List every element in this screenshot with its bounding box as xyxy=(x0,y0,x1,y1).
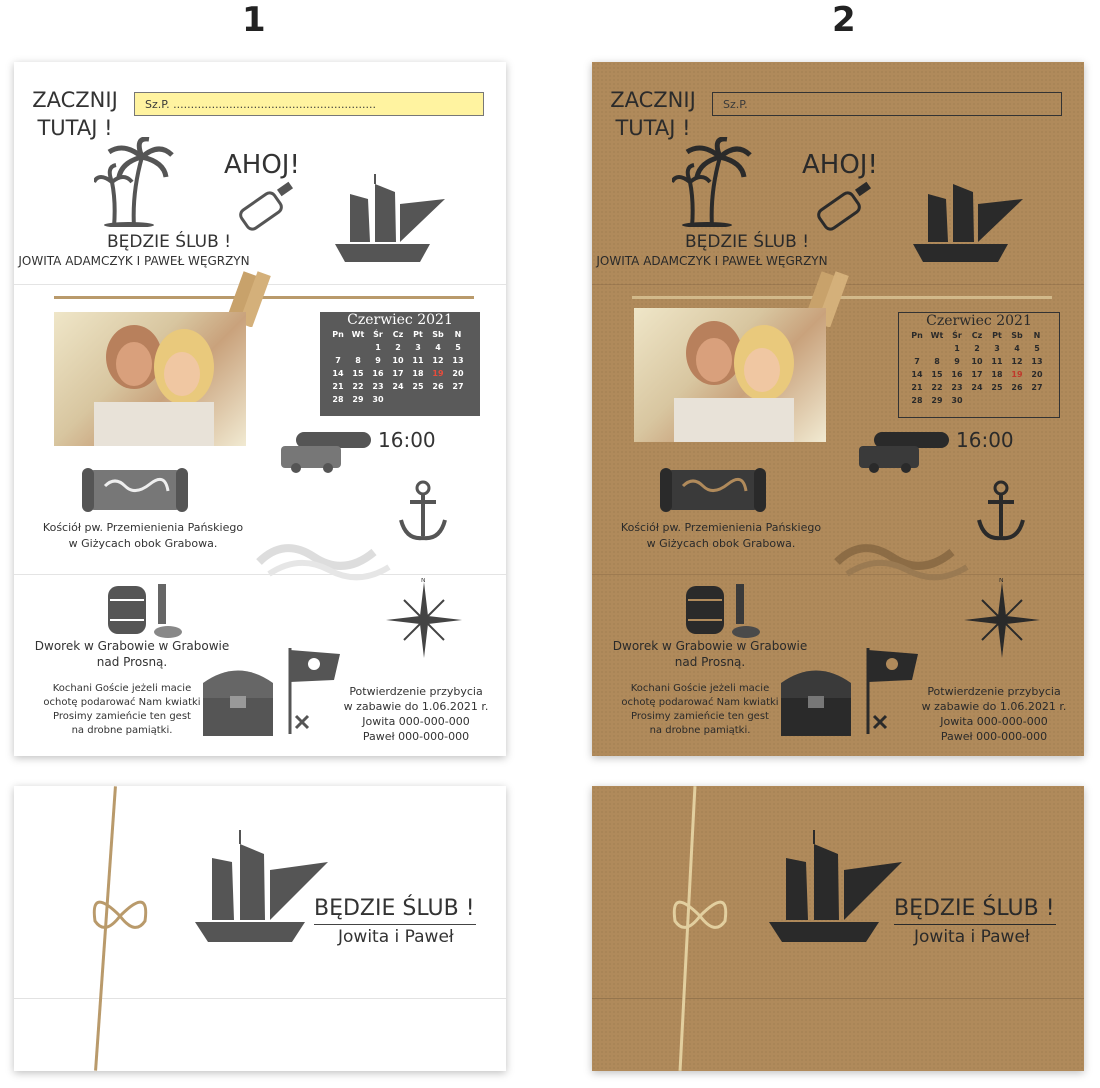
calendar-day: 27 xyxy=(452,382,464,391)
calendar-june xyxy=(320,312,480,416)
envelope-title: BĘDZIE ŚLUB ! xyxy=(894,896,1055,921)
venue-line: Dworek w Grabowie w Grabowie xyxy=(612,639,808,653)
gifts-line: ochotę podarować Nam kwiatki xyxy=(43,697,201,708)
rsvp-line: Potwierdzenie przybycia xyxy=(349,685,483,698)
calendar-month: Czerwiec 2021 xyxy=(347,312,453,328)
gifts-note xyxy=(610,682,790,738)
rsvp-line: Paweł 000-000-000 xyxy=(940,730,1048,743)
calendar-day: 15 xyxy=(352,369,364,378)
calendar-june xyxy=(898,312,1060,418)
calendar-day-header: Pn xyxy=(911,331,923,340)
waves-icon xyxy=(832,532,972,582)
anchor-icon xyxy=(974,480,1028,544)
calendar-day: 20 xyxy=(452,369,464,378)
calendar-day: 8 xyxy=(355,356,361,365)
calendar-day: 2 xyxy=(395,343,401,352)
gifts-line: ochotę podarować Nam kwiatki xyxy=(621,697,779,708)
calendar-day: 8 xyxy=(934,357,940,366)
calendar-day: 17 xyxy=(971,370,983,379)
calendar-day: 17 xyxy=(392,369,404,378)
calendar-day: 28 xyxy=(911,396,923,405)
calendar-day: 3 xyxy=(415,343,421,352)
compass-n: N xyxy=(999,578,1004,584)
ship-icon xyxy=(330,174,450,269)
invitation-card-white xyxy=(14,62,506,756)
calendar-day: 4 xyxy=(435,343,441,352)
calendar-day: 27 xyxy=(1031,383,1043,392)
recipient-banner-text: Sz.P. .......................................................... xyxy=(145,98,376,111)
ship-icon xyxy=(908,174,1028,269)
calendar-day-highlight: 19 xyxy=(432,369,444,378)
cannon-icon xyxy=(276,424,376,474)
gifts-line: na drobne pamiątki. xyxy=(71,725,173,736)
divider-line xyxy=(894,924,1056,925)
church-address xyxy=(596,520,846,552)
divider-line xyxy=(314,924,476,925)
calendar-day: 26 xyxy=(432,382,444,391)
calendar-day: 23 xyxy=(372,382,384,391)
calendar-day: 15 xyxy=(931,370,943,379)
calendar-day: 18 xyxy=(991,370,1003,379)
anchor-icon xyxy=(396,480,450,544)
rsvp-line: Paweł 000-000-000 xyxy=(362,730,470,743)
calendar-day-highlight: 19 xyxy=(1011,370,1023,379)
calendar-day: 24 xyxy=(392,382,404,391)
waves-icon xyxy=(254,532,394,582)
calendar-day: 14 xyxy=(911,370,923,379)
gifts-line: Kochani Goście jeżeli macie xyxy=(630,683,770,694)
calendar-day: 1 xyxy=(954,344,960,353)
rsvp-line: Jowita 000-000-000 xyxy=(362,715,470,728)
calendar-day: 11 xyxy=(991,357,1003,366)
calendar-day: 23 xyxy=(951,383,963,392)
palm-tree-icon xyxy=(94,137,174,227)
ceremony-time: 16:00 xyxy=(378,428,436,452)
rsvp-line: w zabawie do 1.06.2021 r. xyxy=(921,700,1067,713)
invitation-card-kraft xyxy=(592,62,1084,756)
pirate-flag-icon xyxy=(862,646,922,736)
gifts-line: Prosimy zamieńcie ten gest xyxy=(631,711,769,722)
couple-photo xyxy=(54,312,246,446)
rsvp-line: Jowita 000-000-000 xyxy=(940,715,1048,728)
calendar-day-header: Pn xyxy=(332,330,344,339)
calendar-day: 29 xyxy=(931,396,943,405)
gifts-note xyxy=(32,682,212,738)
calendar-day: 14 xyxy=(332,369,344,378)
calendar-day: 12 xyxy=(432,356,444,365)
compass-rose-icon xyxy=(382,578,466,662)
calendar-day: 24 xyxy=(971,383,983,392)
envelope-flap-line xyxy=(14,998,506,999)
couple-photo xyxy=(634,308,826,442)
envelope-flap-line xyxy=(592,998,1084,999)
rsvp-note xyxy=(336,684,496,744)
calendar-day: 18 xyxy=(412,369,424,378)
palm-tree-icon xyxy=(672,137,752,227)
venue-line: nad Prosną. xyxy=(674,655,746,669)
calendar-day: 5 xyxy=(455,343,461,352)
recipient-banner xyxy=(134,92,484,116)
calendar-day: 22 xyxy=(931,383,943,392)
calendar-day-header: Sb xyxy=(432,330,444,339)
calendar-day-header: Śr xyxy=(952,331,962,340)
wedding-heading: BĘDZIE ŚLUB ! xyxy=(106,232,232,252)
compass-rose-icon xyxy=(960,578,1044,662)
calendar-day: 9 xyxy=(954,357,960,366)
calendar-day: 10 xyxy=(392,356,404,365)
map-icon xyxy=(80,466,190,514)
calendar-day: 3 xyxy=(994,344,1000,353)
calendar-day-header: N xyxy=(454,330,462,339)
calendar-day-header: N xyxy=(1033,331,1041,340)
ahoj-heading: AHOJ! xyxy=(224,150,300,180)
calendar-day: 16 xyxy=(951,370,963,379)
twine-bow-icon xyxy=(80,876,160,946)
venue-line: Dworek w Grabowie w Grabowie xyxy=(34,639,230,653)
calendar-day: 4 xyxy=(1014,344,1020,353)
map-icon xyxy=(658,466,768,514)
calendar-day: 22 xyxy=(352,382,364,391)
ahoj-heading: AHOJ! xyxy=(802,150,878,180)
calendar-day: 5 xyxy=(1034,344,1040,353)
calendar-day-header: Sb xyxy=(1011,331,1023,340)
rsvp-note xyxy=(914,684,1074,744)
calendar-day: 20 xyxy=(1031,370,1043,379)
calendar-day: 26 xyxy=(1011,383,1023,392)
calendar-day: 30 xyxy=(951,396,963,405)
calendar-day: 21 xyxy=(332,382,344,391)
gifts-line: na drobne pamiątki. xyxy=(649,725,751,736)
envelope-title: BĘDZIE ŚLUB ! xyxy=(314,896,475,921)
calendar-month: Czerwiec 2021 xyxy=(926,313,1032,329)
calendar-day: 29 xyxy=(352,395,364,404)
variant-number-1: 1 xyxy=(242,0,266,40)
calendar-day-header: Cz xyxy=(971,331,983,340)
ship-icon xyxy=(190,830,330,950)
chest-icon xyxy=(776,658,856,740)
calendar-day-header: Cz xyxy=(392,330,404,339)
church-line: Kościół pw. Przemienienia Pańskiego xyxy=(620,521,822,534)
calendar-day-header: Wt xyxy=(930,331,944,340)
church-line: w Giżycach obok Grabowa. xyxy=(68,537,218,550)
envelope-names: Jowita i Paweł xyxy=(338,927,454,947)
calendar-day: 9 xyxy=(375,356,381,365)
calendar-day: 13 xyxy=(1031,357,1043,366)
twine-bow-icon xyxy=(660,876,740,946)
wedding-heading: BĘDZIE ŚLUB ! xyxy=(684,232,810,252)
compass-n: N xyxy=(421,578,426,584)
calendar-day: 25 xyxy=(991,383,1003,392)
calendar-day: 12 xyxy=(1011,357,1023,366)
couple-names: JOWITA ADAMCZYK I PAWEŁ WĘGRZYN xyxy=(596,254,828,268)
chest-icon xyxy=(198,658,278,740)
barrel-icon xyxy=(106,582,186,642)
calendar-day: 7 xyxy=(914,357,920,366)
calendar-day: 13 xyxy=(452,356,464,365)
calendar-day: 28 xyxy=(332,395,344,404)
gifts-line: Prosimy zamieńcie ten gest xyxy=(53,711,191,722)
couple-names: JOWITA ADAMCZYK I PAWEŁ WĘGRZYN xyxy=(18,254,250,268)
rsvp-line: w zabawie do 1.06.2021 r. xyxy=(343,700,489,713)
calendar-day: 30 xyxy=(372,395,384,404)
church-address xyxy=(18,520,268,552)
calendar-day: 2 xyxy=(974,344,980,353)
calendar-day: 11 xyxy=(412,356,424,365)
start-here-text: ZACZNIJ TUTAJ ! xyxy=(610,88,696,140)
calendar-grid xyxy=(907,329,1047,407)
bottle-icon xyxy=(814,180,884,240)
cannon-icon xyxy=(854,424,954,474)
calendar-day: 7 xyxy=(335,356,341,365)
bottle-icon xyxy=(236,180,306,240)
calendar-day-header: Wt xyxy=(351,330,365,339)
calendar-grid xyxy=(328,328,468,406)
variant-number-2: 2 xyxy=(832,0,856,40)
rsvp-line: Potwierdzenie przybycia xyxy=(927,685,1061,698)
church-line: w Giżycach obok Grabowa. xyxy=(646,537,796,550)
calendar-day-header: Pt xyxy=(413,330,423,339)
venue-line: nad Prosną. xyxy=(96,655,168,669)
pirate-flag-icon xyxy=(284,646,344,736)
envelope-kraft xyxy=(592,786,1084,1071)
calendar-day: 21 xyxy=(911,383,923,392)
calendar-day-header: Pt xyxy=(992,331,1002,340)
barrel-icon xyxy=(684,582,764,642)
calendar-day-header: Śr xyxy=(373,330,383,339)
calendar-day: 1 xyxy=(375,343,381,352)
calendar-day: 25 xyxy=(412,382,424,391)
envelope-white xyxy=(14,786,506,1071)
envelope-names: Jowita i Paweł xyxy=(914,927,1030,947)
gifts-line: Kochani Goście jeżeli macie xyxy=(52,683,192,694)
recipient-banner-text: Sz.P. xyxy=(723,98,748,111)
ship-icon xyxy=(764,830,904,950)
recipient-banner xyxy=(712,92,1062,116)
start-here-text: ZACZNIJ TUTAJ ! xyxy=(32,88,118,140)
calendar-day: 10 xyxy=(971,357,983,366)
ceremony-time: 16:00 xyxy=(956,428,1014,452)
calendar-day: 16 xyxy=(372,369,384,378)
church-line: Kościół pw. Przemienienia Pańskiego xyxy=(42,521,244,534)
